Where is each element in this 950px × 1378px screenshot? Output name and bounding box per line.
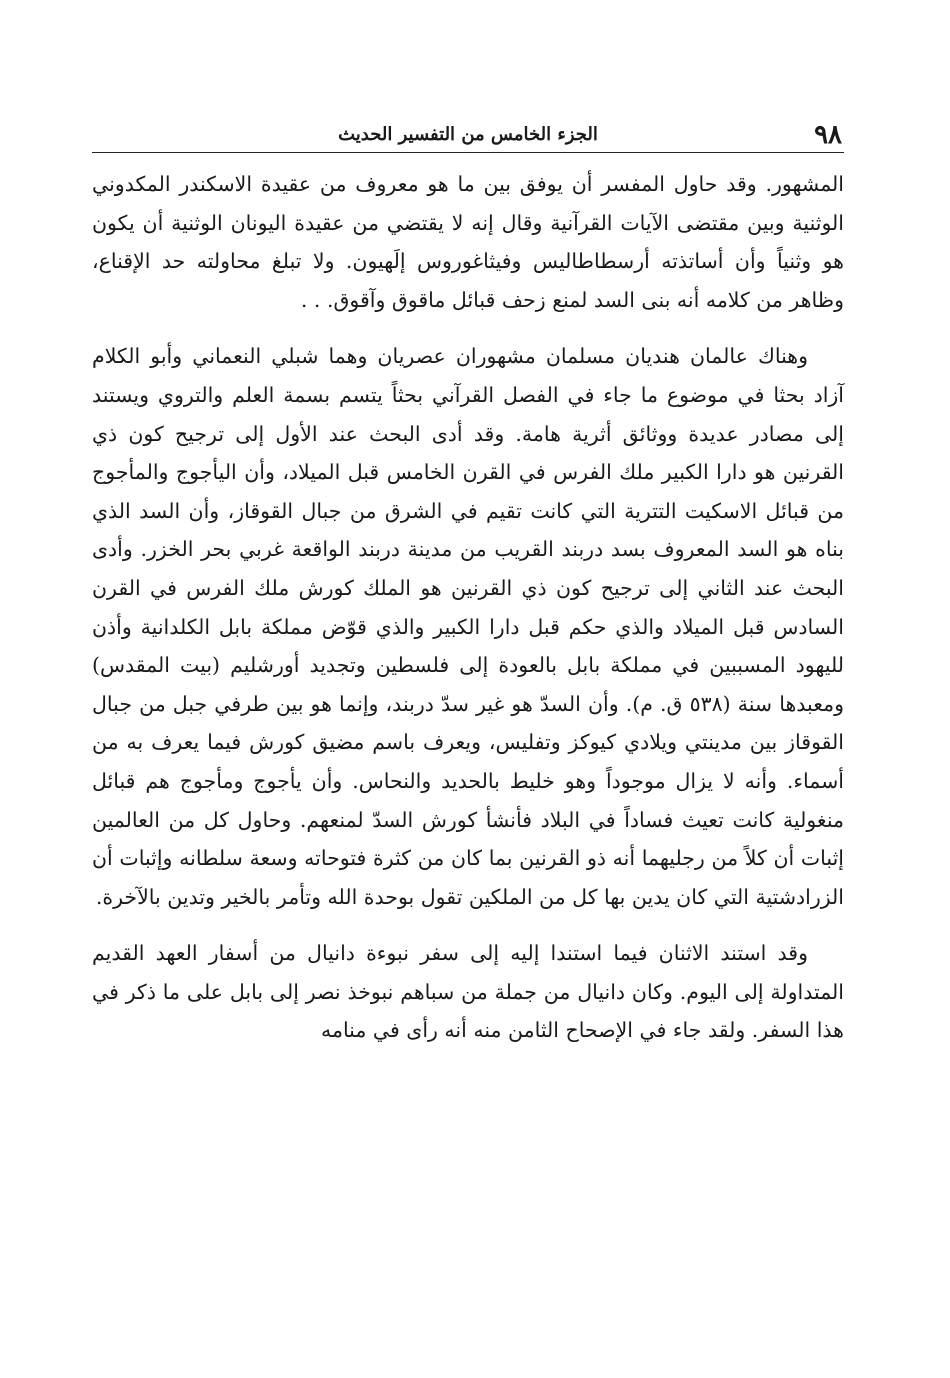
body-text	[92, 165, 844, 1050]
paragraph-1: المشهور. وقد حاول المفسر أن يوفق بين ما هو معروف من عقيدة الاسكندر المكدوني الوثنية وبين مقتضى الآيات القرآنية وقال إنه لا يقتضي من عقيدة اليونان الوثنية أن يكون هو وثنياً وأن أساتذته أرسطاطاليس وفيثاغوروس إلَهيون. ولا تبلغ محاولته حد الإقناع، وظاهر من كلامه أنه بنى السد لمنع زحف قبائل ماقوق وآقوق. . .	[92, 172, 844, 312]
running-header-title: الجزء الخامس من التفسير الحديث	[338, 124, 598, 145]
paragraph-3: وقد استند الاثنان فيما استندا إليه إلى سفر نبوءة دانيال من أسفار العهد القديم المتداولة إلى اليوم. وكان دانيال من جملة من سباهم نبوخذ نصر إلى بابل على ما ذكر في هذا السفر. ولقد جاء في الإصحاح الثامن منه أنه رأى في منامه	[92, 941, 844, 1043]
page-number: ٩٨	[814, 120, 842, 150]
running-header	[92, 112, 844, 153]
book-page	[92, 112, 844, 1312]
paragraph-2: وهناك عالمان هنديان مسلمان مشهوران عصريان وهما شبلي النعماني وأبو الكلام آزاد بحثا في موضوع ما جاء في الفصل القرآني بحثاً يتسم بسمة العلم والتروي ويستند إلى مصادر عديدة ووثائق أثرية هامة. وقد أدى البحث عند الأول إلى ترجيح كون ذي القرنين هو دارا الكبير ملك الفرس في القرن الخامس قبل الميلاد، وأن اليأجوج والمأجوج من قبائل الاسكيت التترية التي كانت تقيم في الشرق من جبال القوقاز، وأن السد الذي بناه هو السد المعروف بسد دربند القريب من مدينة دربند الواقعة غربي بحر الخزر. وأدى البحث عند الثاني إلى ترجيح كون ذي القرنين هو الملك كورش ملك الفرس في القرن السادس قبل الميلاد والذي حكم قبل دارا الكبير والذي قوّض مملكة بابل الكلدانية وأذن لليهود المسببين في مملكة بابل بالعودة إلى فلسطين وتجديد أورشليم (بيت المقدس) ومعبدها سنة (٥٣٨ ق. م). وأن السدّ هو غير سدّ دربند، وإنما هو بين طرفي جبل من جبال القوقاز بين مدينتي ويلادي كيوكز وتفليس، ويعرف باسم مضيق كورش فيما يعرف به من أسماء. وأنه لا يزال موجوداً وهو خليط بالحديد والنحاس. وأن يأجوج ومأجوج هم قبائل منغولية كانت تعيث فساداً في البلاد فأنشأ كورش السدّ لمنعهم. وحاول كل من العالمين إثبات أن كلاً من رجليهما أنه ذو القرنين بما كان من كثرة فتوحاته وسعة سلطانه وإثبات أن الزرادشتية التي كان يدين بها كل من الملكين تقول بوحدة الله وتأمر بالخير وتدين بالآخرة.	[92, 344, 844, 909]
